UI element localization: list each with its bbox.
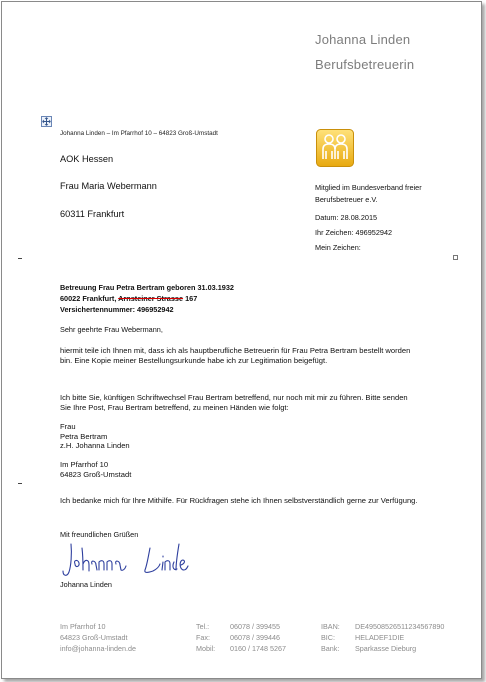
subject-street: Arnsteiner Strasse <box>118 294 184 303</box>
paragraph-3: Ich bedanke mich für Ihre Mithilfe. Für Rückfragen stehe ich Ihnen selbstverständlich gerne zur Verfügung. <box>60 496 418 505</box>
post-address <box>60 422 260 480</box>
salutation: Sehr geehrte Frau Webermann, <box>60 325 163 334</box>
footer-bank-label: Bank: <box>321 644 340 654</box>
footer-bic: HELADEF1DIE <box>355 633 405 643</box>
footer-mobile: 0160 / 1748 5267 <box>230 644 286 654</box>
paragraph-1: hiermit teile ich Ihnen mit, dass ich als hauptberufliche Betreuerin für Frau Petra Bertram bestellt worden bin. Eine Kopie meiner Bestellungsurkunde habe ich zur Legitimation beigefügt. <box>60 346 411 365</box>
footer-iban: DE49508526511234567890 <box>355 622 445 631</box>
two-people-icon <box>316 129 354 167</box>
letter-page <box>1 1 482 679</box>
footer-fax-label: Fax: <box>196 633 210 643</box>
table-move-handle-icon[interactable] <box>41 116 52 127</box>
membership-line-2: Berufsbetreuer e.V. <box>315 195 378 204</box>
footer-fax: 06078 / 399446 <box>230 633 280 643</box>
post-address-line: 64823 Groß-Umstadt <box>60 469 132 479</box>
footer-bank: Sparkasse Dieburg <box>355 644 417 654</box>
post-address-line: Im Pfarrhof 10 <box>60 460 109 470</box>
recipient-line-2: Frau Maria Webermann <box>60 181 157 191</box>
mein-zeichen: Mein Zeichen: <box>315 243 361 252</box>
date: Datum: 28.08.2015 <box>315 213 378 222</box>
signer-name: Johanna Linden <box>60 580 112 589</box>
fold-mark-top <box>18 258 22 259</box>
footer-city: 64823 Groß-Umstadt <box>60 633 128 643</box>
fold-mark-bottom <box>18 483 22 484</box>
footer-address <box>60 621 136 655</box>
footer-contact-values <box>230 621 286 655</box>
subject-line-3: Versichertennummer: 496952942 <box>60 305 174 314</box>
letterhead-name: Johanna Linden <box>315 32 411 47</box>
closing: Mit freundlichen Grüßen <box>60 530 139 539</box>
post-address-line: Frau <box>60 422 76 431</box>
footer-street: Im Pfarrhof 10 <box>60 622 106 631</box>
text-boundary-marker <box>453 255 458 260</box>
ihr-zeichen: Ihr Zeichen: 496952942 <box>315 228 393 237</box>
membership-line-1: Mitglied im Bundesverband freier <box>315 183 422 192</box>
footer-email[interactable]: info@johanna-linden.de <box>60 644 137 654</box>
recipient-line-3: 60311 Frankfurt <box>60 209 125 219</box>
footer-mobile-label: Mobil: <box>196 644 216 654</box>
subject-line-1: Betreuung Frau Petra Bertram geboren 31.03.1932 <box>60 283 234 292</box>
subject-line-2 <box>60 294 197 303</box>
footer-tel-label: Tel.: <box>196 622 210 631</box>
footer-bank-labels <box>321 621 340 655</box>
post-address-line: z.H. Johanna Linden <box>60 441 130 451</box>
post-address-line <box>60 451 260 461</box>
recipient-line-1: AOK Hessen <box>60 154 114 164</box>
post-address-line: Petra Bertram <box>60 431 108 441</box>
paragraph-2: Ich bitte Sie, künftigen Schriftwechsel Frau Bertram betreffend, nur noch mit mir zu führen. Bitte senden Sie Ihre Post, Frau Bertram betreffend, zu meinen Händen wie folgt: <box>60 393 408 412</box>
footer-iban-label: IBAN: <box>321 622 340 631</box>
footer-bic-label: BIC: <box>321 633 335 643</box>
footer-bank-values <box>355 621 444 655</box>
footer-contact-labels <box>196 621 215 655</box>
handwritten-signature <box>62 540 190 580</box>
sender-line: Johanna Linden – Im Pfarrhof 10 – 64823 Groß-Umstadt <box>60 130 218 137</box>
subject-city: 60022 Frankfurt, <box>60 294 119 303</box>
subject-house-number: 167 <box>183 294 198 303</box>
letterhead-title: Berufsbetreuerin <box>315 57 415 72</box>
footer-tel: 06078 / 399455 <box>230 622 280 631</box>
